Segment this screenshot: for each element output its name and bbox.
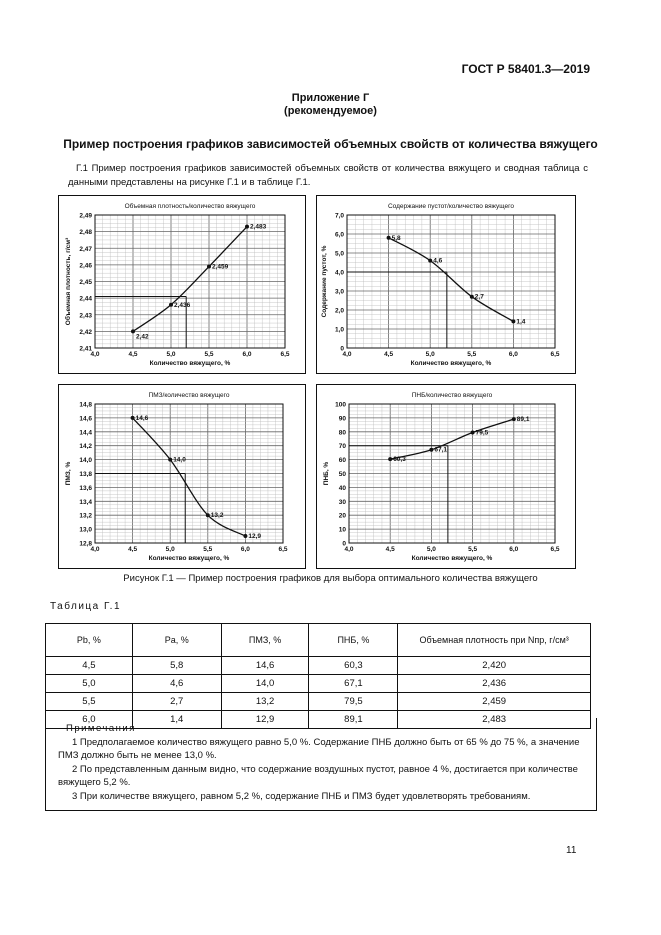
table-row <box>46 675 591 693</box>
table-cell: 2,459 <box>398 693 591 711</box>
x-tick-label: 4,5 <box>128 351 138 358</box>
notes-title: Примечания <box>66 723 136 734</box>
data-label: 13,2 <box>210 512 224 520</box>
y-tick-label: 80 <box>338 429 346 437</box>
figure-caption: Рисунок Г.1 — Пример построения графиков для выбора оптимального количества вяжущего <box>123 573 538 584</box>
data-point <box>169 303 173 307</box>
x-tick-label: 5,5 <box>468 546 478 553</box>
x-tick-label: 4,5 <box>385 546 395 553</box>
y-tick-label: 5,0 <box>334 250 344 258</box>
x-axis-label: Количество вяжущего, % <box>411 555 493 562</box>
y-tick-label: 2,43 <box>79 312 92 320</box>
x-axis-label: Количество вяжущего, % <box>149 360 231 367</box>
y-tick-label: 2,48 <box>79 229 92 237</box>
y-tick-label: 13,4 <box>79 498 92 506</box>
data-label: 60,3 <box>393 456 406 464</box>
table-header-cell: ПНБ, % <box>309 624 398 657</box>
chart-vfa <box>316 384 576 569</box>
note-item: 1 Предполагаемое количество вяжущего равно 5,0 %. Содержание ПНБ должно быть от 65 % до 75 %, а значение ПМЗ должно быть не менее 13,0 %. <box>58 736 580 762</box>
y-tick-label: 6,0 <box>334 231 344 239</box>
table-cell: 2,7 <box>132 693 221 711</box>
data-point <box>168 458 172 462</box>
table-cell: 67,1 <box>309 675 398 693</box>
table-cell: 60,3 <box>309 657 398 675</box>
x-tick-label: 5,5 <box>204 351 214 358</box>
table-cell: 5,0 <box>46 675 133 693</box>
data-point <box>429 448 433 452</box>
table-row <box>46 657 591 675</box>
data-point <box>470 295 474 299</box>
data-point <box>206 513 210 517</box>
chart-svg <box>59 385 305 568</box>
table-caption: Таблица Г.1 <box>50 601 122 612</box>
y-tick-label: 14,8 <box>79 401 92 409</box>
x-tick-label: 6,0 <box>509 546 519 553</box>
x-tick-label: 5,5 <box>203 546 213 553</box>
data-label: 12,9 <box>248 533 262 541</box>
y-tick-label: 0 <box>342 540 346 548</box>
table-cell: 2,436 <box>398 675 591 693</box>
note-item: 2 По представленным данным видно, что содержание воздушных пустот, равное 4 %, достигается при количестве вяжущего 5,2 %. <box>58 763 578 789</box>
data-point <box>243 534 247 538</box>
y-tick-label: 2,46 <box>79 262 92 270</box>
appendix-subtitle: (рекомендуемое) <box>284 105 377 117</box>
x-axis-label: Количество вяжущего, % <box>410 360 492 367</box>
x-tick-label: 5,0 <box>166 351 176 358</box>
x-tick-label: 6,0 <box>508 351 518 358</box>
y-tick-label: 14,0 <box>79 457 92 465</box>
table-header-cell: Объемная плотность при Nпр, г/см³ <box>398 624 591 657</box>
y-tick-label: 4,0 <box>334 269 344 277</box>
y-tick-label: 14,4 <box>79 429 92 437</box>
y-tick-label: 14,2 <box>79 443 92 451</box>
x-tick-label: 6,5 <box>550 546 560 553</box>
y-axis-label: Объемная плотность, г/см³ <box>65 237 72 326</box>
data-point <box>471 430 475 434</box>
data-label: 14,6 <box>135 414 149 422</box>
table-notes <box>45 718 597 811</box>
data-point <box>387 236 391 240</box>
y-tick-label: 12,8 <box>79 540 92 548</box>
data-point <box>245 225 249 229</box>
x-tick-label: 4,0 <box>342 351 352 358</box>
chart-vma <box>58 384 306 569</box>
table-cell: 4,6 <box>132 675 221 693</box>
x-tick-label: 6,5 <box>278 546 288 553</box>
data-series-line <box>133 227 247 332</box>
table-cell: 2,420 <box>398 657 591 675</box>
data-label: 2,459 <box>212 263 229 271</box>
section-title: Пример построения графиков зависимостей объемных свойств от количества вяжущего <box>63 137 598 151</box>
chart-air-voids <box>316 195 576 374</box>
x-tick-label: 4,0 <box>344 546 354 553</box>
data-label: 89,1 <box>516 416 530 424</box>
table-cell: 5,8 <box>132 657 221 675</box>
x-axis-label: Количество вяжущего, % <box>148 555 230 562</box>
x-tick-label: 5,5 <box>467 351 477 358</box>
chart-svg <box>59 196 305 373</box>
y-tick-label: 2,42 <box>79 328 92 336</box>
appendix-title: Приложение Г <box>291 92 370 104</box>
y-tick-label: 7,0 <box>334 212 344 220</box>
y-tick-label: 14,6 <box>79 415 92 423</box>
x-tick-label: 4,5 <box>384 351 394 358</box>
y-tick-label: 13,2 <box>79 512 92 520</box>
chart-density <box>58 195 306 374</box>
y-tick-label: 13,8 <box>79 471 92 478</box>
table-cell: 14,6 <box>221 657 309 675</box>
data-point <box>512 417 516 421</box>
document-standard-number: ГОСТ Р 58401.3—2019 <box>461 62 590 76</box>
y-tick-label: 20 <box>338 512 346 520</box>
data-label: 2,7 <box>474 293 484 301</box>
y-tick-label: 100 <box>335 401 346 409</box>
y-tick-label: 2,45 <box>79 279 92 286</box>
table-cell: 5,5 <box>46 693 133 711</box>
x-tick-label: 6,0 <box>240 546 250 553</box>
data-point <box>131 329 135 333</box>
table-cell: 89,1 <box>309 711 398 729</box>
table-cell: 6,0 <box>46 711 133 729</box>
y-tick-label: 13,6 <box>79 484 92 492</box>
y-tick-label: 2,44 <box>79 295 92 303</box>
chart-title: Объемная плотность/количество вяжущего <box>124 203 256 210</box>
y-tick-label: 50 <box>338 471 346 478</box>
data-series-line <box>390 419 514 459</box>
y-tick-label: 3,0 <box>334 288 344 296</box>
y-tick-label: 13,0 <box>79 526 92 534</box>
y-tick-label: 2,41 <box>79 345 92 353</box>
data-point <box>428 259 432 263</box>
y-axis-label: Содержание пустот, % <box>321 245 328 318</box>
chart-title: ПМЗ/количество вяжущего <box>148 392 230 399</box>
x-tick-label: 6,0 <box>242 351 252 358</box>
data-label: 14,0 <box>173 456 186 464</box>
data-label: 1,4 <box>516 318 526 326</box>
x-tick-label: 4,5 <box>128 546 138 553</box>
y-axis-label: ПНБ, % <box>323 461 330 486</box>
table-row <box>46 693 591 711</box>
intro-paragraph: Г.1 Пример построения графиков зависимостей объемных свойств от количества вяжущего и сводная таблица с данными представлены на рисунке Г.1 и в таблице Г.1. <box>68 163 588 188</box>
y-axis-label: ПМЗ, % <box>65 461 72 486</box>
note-item: 3 При количестве вяжущего, равном 5,2 %, содержание ПНБ и ПМЗ будет удовлетворять требованиям. <box>72 790 531 802</box>
x-tick-label: 4,0 <box>90 351 100 358</box>
page-number: 11 <box>566 845 577 856</box>
summary-table <box>45 623 591 729</box>
table-cell: 79,5 <box>309 693 398 711</box>
data-point <box>207 265 211 269</box>
y-tick-label: 0 <box>340 345 344 353</box>
y-tick-label: 90 <box>338 415 346 423</box>
data-label: 79,5 <box>475 429 489 437</box>
y-tick-label: 10 <box>338 526 346 534</box>
y-tick-label: 40 <box>338 484 346 492</box>
data-point <box>131 416 135 420</box>
y-tick-label: 2,0 <box>334 307 344 315</box>
data-point <box>388 457 392 461</box>
table-header-cell: Pb, % <box>46 624 133 657</box>
table-cell: 13,2 <box>221 693 309 711</box>
y-tick-label: 2,49 <box>79 212 92 220</box>
chart-svg <box>317 196 575 373</box>
data-label: 2,42 <box>136 333 149 341</box>
table-cell: 14,0 <box>221 675 309 693</box>
data-label: 4,6 <box>433 257 443 265</box>
x-tick-label: 6,5 <box>280 351 290 358</box>
data-label: 5,8 <box>391 234 401 242</box>
data-label: 2,483 <box>250 223 267 231</box>
table-header-cell: ПМЗ, % <box>221 624 309 657</box>
x-tick-label: 4,0 <box>90 546 100 553</box>
chart-svg <box>317 385 575 568</box>
chart-title: ПНБ/количество вяжущего <box>411 392 493 399</box>
table-cell: 12,9 <box>221 711 309 729</box>
x-tick-label: 6,5 <box>550 351 560 358</box>
x-tick-label: 5,0 <box>425 351 435 358</box>
table-header-cell: Pa, % <box>132 624 221 657</box>
data-series-line <box>389 238 514 322</box>
y-tick-label: 2,47 <box>79 245 92 253</box>
data-label: 67,1 <box>434 446 448 454</box>
y-tick-label: 70 <box>338 443 346 451</box>
table-cell: 4,5 <box>46 657 133 675</box>
data-point <box>511 319 515 323</box>
x-tick-label: 5,0 <box>165 546 175 553</box>
chart-title: Содержание пустот/количество вяжущего <box>387 203 515 210</box>
data-label: 2,436 <box>174 301 191 309</box>
table-cell: 2,483 <box>398 711 591 729</box>
y-tick-label: 1,0 <box>334 326 344 334</box>
y-tick-label: 60 <box>338 457 346 465</box>
x-tick-label: 5,0 <box>426 546 436 553</box>
table-cell: 1,4 <box>132 711 221 729</box>
table-header-row <box>46 624 591 657</box>
y-tick-label: 30 <box>338 498 346 506</box>
